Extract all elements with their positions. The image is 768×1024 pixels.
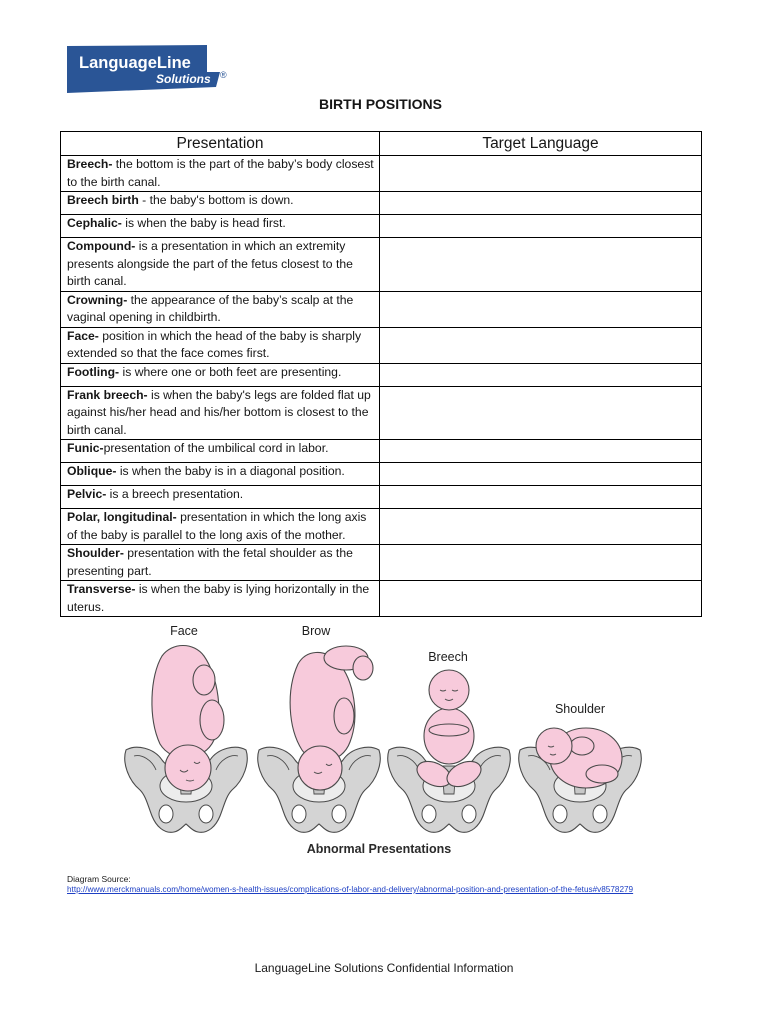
target-language-cell <box>380 238 702 292</box>
target-language-cell <box>380 486 702 509</box>
term: Face- <box>67 328 99 343</box>
target-language-cell <box>380 509 702 545</box>
table-row <box>61 545 702 581</box>
fetus-arm <box>200 700 224 740</box>
presentation-cell <box>61 509 380 545</box>
term: Breech birth <box>67 193 139 207</box>
table-row <box>61 509 702 545</box>
table-row <box>61 363 702 386</box>
presentation-cell <box>61 192 380 215</box>
diagram-source-link[interactable]: http://www.merckmanuals.com/home/women-s-health-issues/complications-of-labor-and-delivery/abnormal-position-and-presentation-of-the-fetus#v8578279 <box>67 885 634 894</box>
diagram-source-label: Diagram Source: <box>67 874 131 884</box>
presentation-cell <box>61 291 380 327</box>
definition: the bottom is the part of the baby’s body closest to the birth canal. <box>67 157 374 189</box>
definition: position in which the head of the baby is sharply extended so that the face comes first. <box>67 328 362 360</box>
logo-sub: Solutions <box>156 72 211 86</box>
table-row <box>61 486 702 509</box>
fetus-breech-presentation <box>413 670 485 792</box>
target-language-cell <box>380 156 702 192</box>
definition: is where one or both feet are presenting. <box>119 364 342 379</box>
term: Cephalic- <box>67 216 122 230</box>
definition: is when the baby's legs are folded flat up against his/her head and his/her bottom is closest to the birth canal. <box>67 387 371 437</box>
table-row <box>61 215 702 238</box>
target-language-cell <box>380 440 702 463</box>
birth-positions-table <box>60 131 702 617</box>
term: Breech- <box>67 157 113 171</box>
term: Pelvic- <box>67 487 107 501</box>
label-breech: Breech <box>428 650 468 664</box>
definition: is when the baby is in a diagonal position. <box>116 464 345 478</box>
table-row <box>61 463 702 486</box>
label-shoulder: Shoulder <box>554 702 606 716</box>
presentation-cell <box>61 327 380 363</box>
table-row <box>61 291 702 327</box>
fetus-head <box>429 670 469 710</box>
term: Frank breech- <box>67 387 148 402</box>
fetus-arm <box>570 737 594 755</box>
presentation-cell <box>61 238 380 292</box>
term: Oblique- <box>67 464 117 478</box>
term: Polar, longitudinal- <box>67 510 177 524</box>
diagram-caption: Abnormal Presentations <box>306 842 452 856</box>
table-row <box>61 192 702 215</box>
table-row <box>61 238 702 292</box>
table-row <box>61 156 702 192</box>
definition: - the baby's bottom is down. <box>138 193 294 207</box>
fetus-arm <box>334 698 354 734</box>
term: Footling- <box>67 364 120 379</box>
definition: presentation of the umbilical cord in labor. <box>103 441 329 455</box>
label-face: Face <box>170 624 198 638</box>
term: Transverse- <box>67 582 136 596</box>
presentation-cell <box>61 215 380 238</box>
presentation-cell <box>61 581 380 617</box>
table-row <box>61 581 702 617</box>
presentation-cell <box>61 486 380 509</box>
definition: is when the baby is head first. <box>121 216 286 230</box>
page-title: BIRTH POSITIONS <box>319 96 442 112</box>
footer-confidential-notice: LanguageLine Solutions Confidential Information <box>254 961 514 975</box>
definition: presentation in which the long axis of the baby is parallel to the long axis of the mother. <box>67 510 367 542</box>
fetus-leg <box>193 665 215 695</box>
presentation-cell <box>61 386 380 440</box>
table-row <box>61 327 702 363</box>
fetus-leg <box>586 765 618 783</box>
definition: is when the baby is lying horizontally in the uterus. <box>67 582 370 614</box>
fetus-head <box>165 745 211 791</box>
target-language-cell <box>380 215 702 238</box>
definition: is a breech presentation. <box>106 487 244 501</box>
term: Funic- <box>67 441 104 455</box>
target-language-cell <box>380 581 702 617</box>
presentation-cell <box>61 156 380 192</box>
fetus-arms <box>429 724 469 736</box>
languageline-logo <box>67 45 232 95</box>
fetus-foot <box>353 656 373 680</box>
term: Crowning- <box>67 292 128 307</box>
target-language-cell <box>380 363 702 386</box>
target-language-cell <box>380 327 702 363</box>
definition: is a presentation in which an extremity presents alongside the part of the fetus closest to the birth canal. <box>67 239 353 288</box>
definition: presentation with the fetal shoulder as the presenting part. <box>67 546 353 578</box>
term: Compound- <box>67 239 136 253</box>
presentation-cell <box>61 440 380 463</box>
definition: the appearance of the baby’s scalp at the vaginal opening in childbirth. <box>67 292 354 324</box>
target-language-cell <box>380 463 702 486</box>
table-header-row <box>61 132 702 156</box>
target-language-cell <box>380 291 702 327</box>
table-row <box>61 386 702 440</box>
logo-registered-mark: ® <box>220 70 227 80</box>
presentation-cell <box>61 545 380 581</box>
logo-name: LanguageLine <box>79 54 191 72</box>
column-header-target-language: Target Language <box>380 132 702 156</box>
column-header-presentation: Presentation <box>61 132 380 156</box>
presentation-cell <box>61 463 380 486</box>
table-row <box>61 440 702 463</box>
label-brow: Brow <box>301 624 331 638</box>
target-language-cell <box>380 192 702 215</box>
target-language-cell <box>380 545 702 581</box>
term: Shoulder- <box>67 546 124 560</box>
abnormal-presentations-diagram <box>120 618 650 860</box>
target-language-cell <box>380 386 702 440</box>
presentation-cell <box>61 363 380 386</box>
fetus-head <box>298 746 342 790</box>
